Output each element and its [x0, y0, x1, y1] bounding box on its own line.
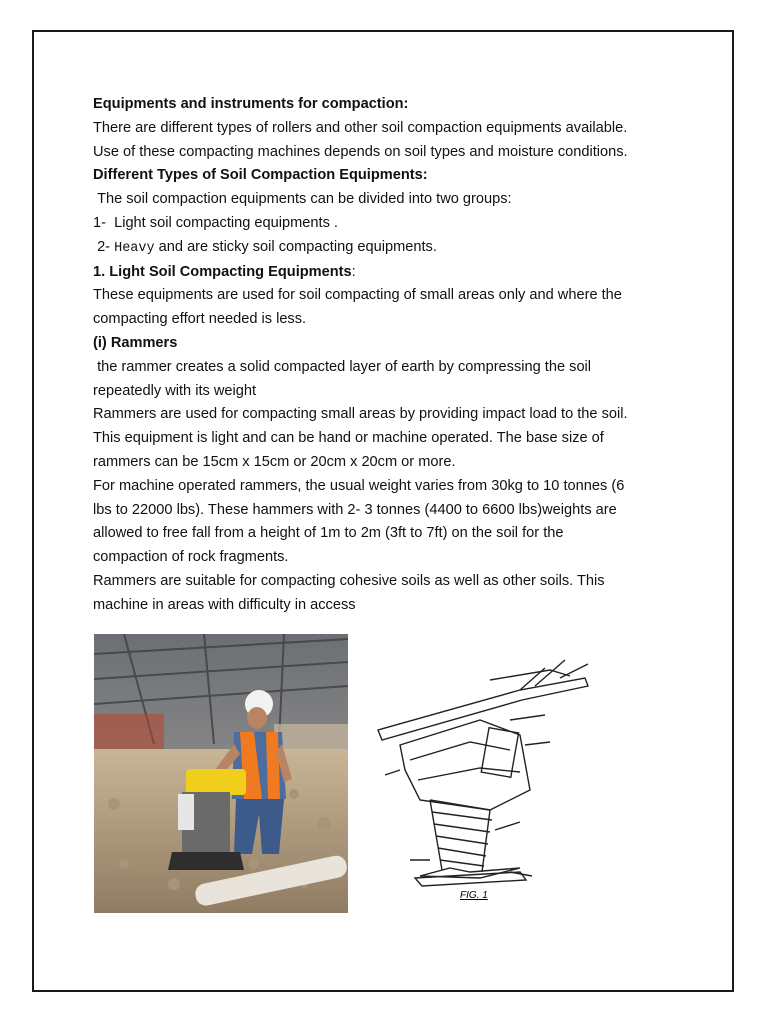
figure-label: FIG. 1	[460, 890, 488, 901]
group-2-heavy: Heavy	[114, 240, 155, 256]
rammer-photo-illustration	[94, 634, 348, 913]
heading-rammers: (i) Rammers	[93, 334, 178, 351]
rammer-line: For machine operated rammers, the usual weight varies from 30kg to 10 tonnes (6	[93, 477, 625, 494]
para-light-1: These equipments are used for soil compacting of small areas only and where the	[93, 287, 622, 304]
group-2	[93, 236, 683, 261]
group-1-prefix: 1- Light	[93, 214, 150, 231]
group-1	[93, 212, 683, 236]
rammer-line: Rammers are suitable for compacting cohesive soils as well as other soils. This	[93, 572, 605, 589]
group-1-suffix: soil compacting equipments .	[149, 214, 338, 231]
rammer-patent-drawing	[370, 650, 610, 905]
rammer-line: compaction of rock fragments.	[93, 549, 289, 566]
heading-types: Different Types of Soil Compaction Equipments:	[93, 167, 428, 184]
group-2-suffix: and are sticky soil compacting equipments.	[154, 238, 437, 255]
group-2-prefix: 2-	[93, 238, 115, 255]
rammer-line: This equipment is light and can be hand or machine operated. The base size of	[93, 430, 604, 447]
para-intro-1: There are different types of rollers and other soil compaction equipments available.	[93, 119, 628, 136]
rammer-line: Rammers are used for compacting small areas by providing impact load to the soil.	[93, 406, 628, 423]
rammer-line: allowed to free fall from a height of 1m to 2m (3ft to 7ft) on the soil for the	[93, 525, 564, 542]
rammer-line: lbs to 22000 lbs). These hammers with 2- 3 tonnes (4400 to 6600 lbs)weights are	[93, 501, 617, 518]
heading-light-colon: :	[351, 263, 356, 280]
rammer-line: rammers can be 15cm x 15cm or 20cm x 20cm or more.	[93, 453, 456, 470]
rammer-line: machine in areas with difficulty in access	[93, 596, 356, 613]
rammer-line: repeatedly with its weight	[93, 382, 257, 399]
rammer-line: the rammer creates a solid compacted layer of earth by compressing the soil	[93, 358, 592, 375]
heading-light-bold: 1. Light Soil Compacting Equipments	[93, 263, 352, 280]
heading-main: Equipments and instruments for compaction:	[93, 96, 409, 112]
heading-light	[93, 261, 683, 285]
para-groups: The soil compaction equipments can be divided into two groups:	[93, 191, 512, 208]
rammer-photo	[94, 634, 348, 913]
para-light-2: compacting effort needed is less.	[93, 311, 307, 328]
para-intro-2: Use of these compacting machines depends on soil types and moisture conditions.	[93, 143, 628, 160]
rammer-line-drawing	[370, 650, 610, 905]
document-body	[93, 93, 683, 618]
